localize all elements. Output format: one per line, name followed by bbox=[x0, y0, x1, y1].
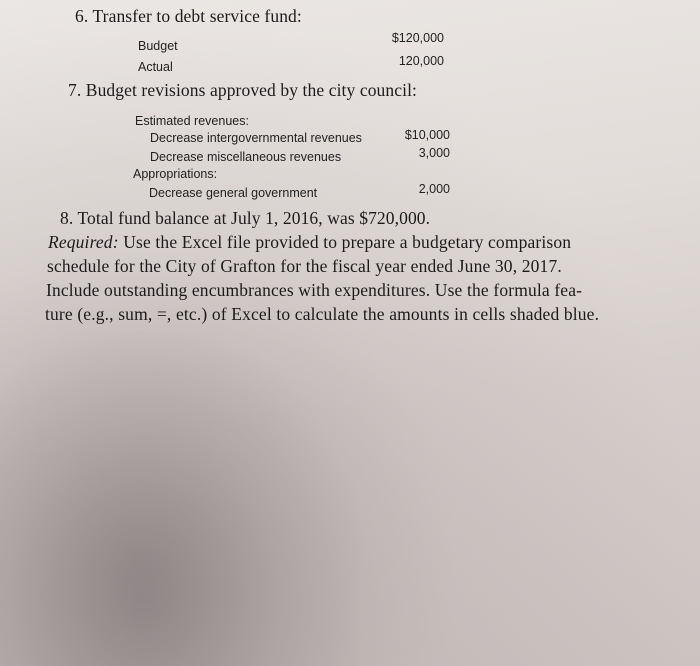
item-6-actual-label: Actual bbox=[138, 60, 173, 74]
required-line-3: Include outstanding encumbrances with expenditures. Use the formula fea- bbox=[46, 280, 583, 300]
decrease-intergovernmental-value: $10,000 bbox=[404, 128, 450, 142]
item-6-budget-label: Budget bbox=[138, 39, 178, 53]
decrease-miscellaneous-label: Decrease miscellaneous revenues bbox=[150, 150, 342, 164]
decrease-intergovernmental-label: Decrease intergovernmental revenues bbox=[150, 131, 362, 145]
required-line-1: Required: Use the Excel file provided to prepare a budgetary comparison bbox=[48, 232, 572, 252]
item-6-actual-value: 120,000 bbox=[398, 54, 444, 68]
decrease-general-government-label: Decrease general government bbox=[149, 186, 318, 200]
decrease-general-government-value: 2,000 bbox=[418, 182, 450, 196]
decrease-miscellaneous-value: 3,000 bbox=[418, 146, 450, 160]
item-8-text: 8. Total fund balance at July 1, 2016, was $720,000. bbox=[60, 208, 431, 228]
item-6-heading: 6. Transfer to debt service fund: bbox=[75, 6, 302, 26]
photo-shadow bbox=[0, 330, 360, 666]
appropriations-label: Appropriations: bbox=[133, 167, 218, 181]
required-label: Required: bbox=[48, 232, 119, 252]
estimated-revenues-label: Estimated revenues: bbox=[135, 114, 249, 128]
item-6-budget-value: $120,000 bbox=[391, 31, 444, 45]
required-line-4: ture (e.g., sum, =, etc.) of Excel to calculate the amounts in cells shaded blue. bbox=[45, 304, 600, 324]
required-line-2: schedule for the City of Grafton for the fiscal year ended June 30, 2017. bbox=[47, 256, 562, 276]
item-7-heading: 7. Budget revisions approved by the city council: bbox=[68, 80, 417, 100]
